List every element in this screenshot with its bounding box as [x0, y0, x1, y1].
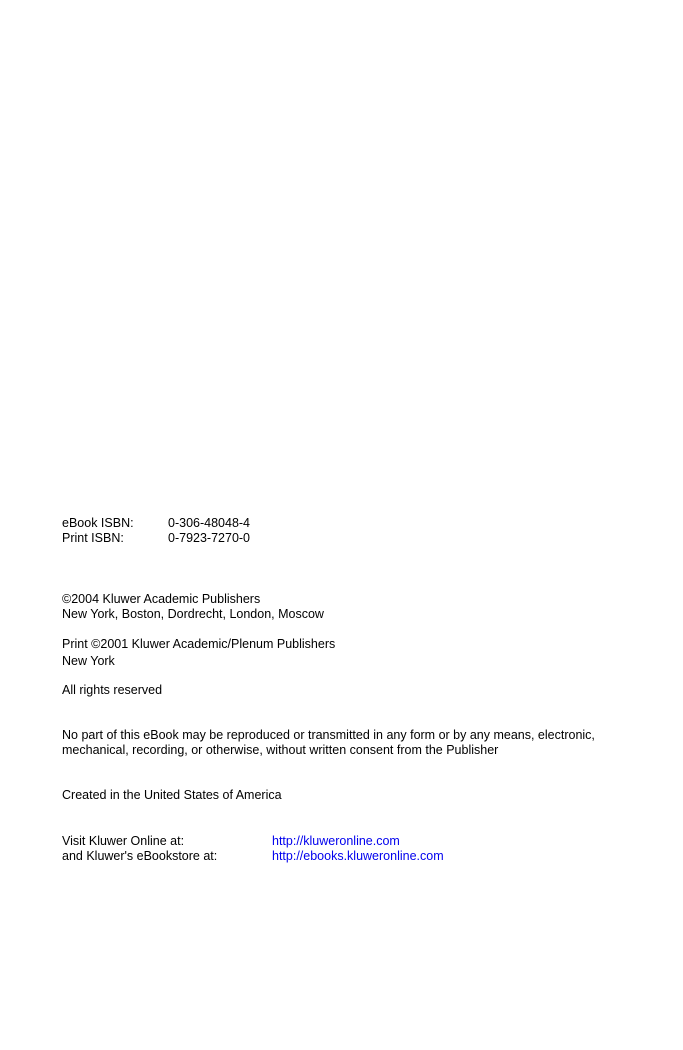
- origin-statement: Created in the United States of America: [62, 788, 282, 802]
- rights-statement: All rights reserved: [62, 683, 163, 697]
- ebookstore-link[interactable]: http://ebooks.kluweronline.com: [272, 849, 444, 863]
- print-isbn-value: 0-7923-7270-0: [168, 531, 251, 545]
- kluwer-online-label: Visit Kluwer Online at:: [62, 834, 185, 848]
- print-publisher-city: New York: [62, 654, 115, 668]
- ebook-isbn-label: eBook ISBN:: [62, 516, 134, 530]
- ebook-copyright-line: ©2004 Kluwer Academic Publishers: [62, 592, 261, 606]
- ebookstore-label: and Kluwer's eBookstore at:: [62, 849, 218, 863]
- ebook-isbn-value: 0-306-48048-4: [168, 516, 251, 530]
- notice-line-1: No part of this eBook may be reproduced or transmitted in any form or by any means, electronic,: [62, 728, 595, 742]
- kluwer-online-link[interactable]: http://kluweronline.com: [272, 834, 400, 848]
- ebook-publisher-cities: New York, Boston, Dordrecht, London, Moscow: [62, 607, 324, 621]
- print-isbn-label: Print ISBN:: [62, 531, 124, 545]
- print-copyright-line: Print ©2001 Kluwer Academic/Plenum Publishers: [62, 637, 336, 651]
- notice-line-2: mechanical, recording, or otherwise, without written consent from the Publisher: [62, 743, 499, 757]
